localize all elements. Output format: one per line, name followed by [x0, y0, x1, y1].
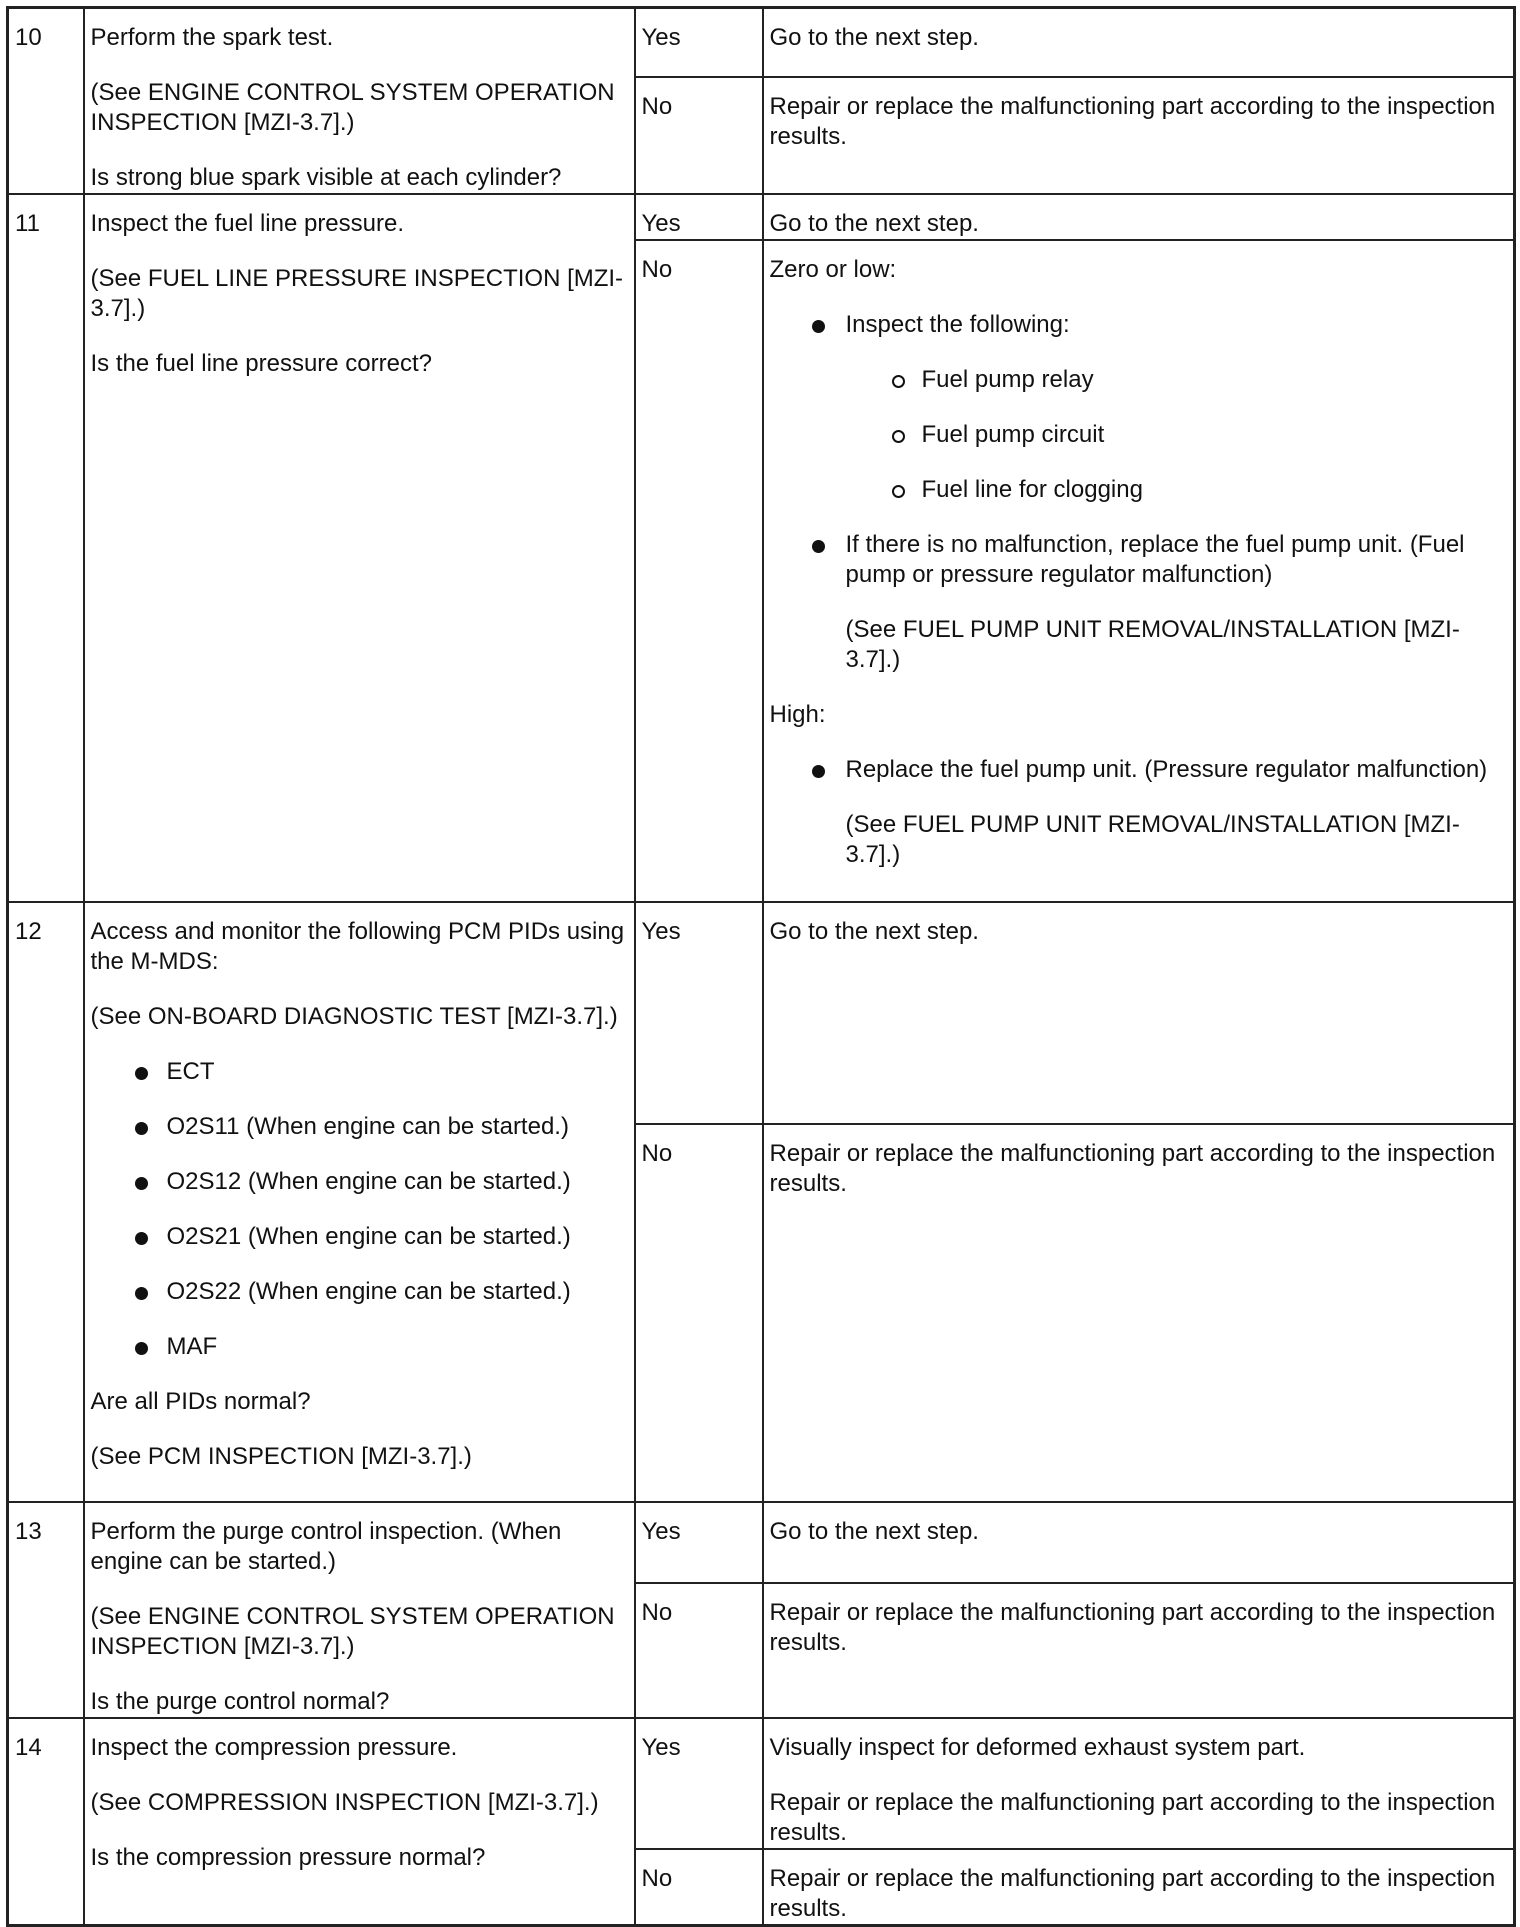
action-instruction: Access and monitor the following PCM PIDs using the M-MDS:: [90, 918, 625, 975]
step-10-row-yes: [8, 8, 1515, 77]
yes-label: Yes: [635, 902, 763, 1124]
zero-low-actions-2: [770, 530, 1508, 590]
step-action: [84, 1502, 635, 1718]
list-item: MAF: [167, 1332, 628, 1362]
high-actions: [770, 755, 1508, 785]
list-item: O2S12 (When engine can be started.): [167, 1167, 628, 1197]
list-item: O2S21 (When engine can be started.): [167, 1222, 628, 1252]
step-12-row-yes: [8, 902, 1515, 1124]
no-action: Repair or replace the malfunctioning part according to the inspection results.: [763, 77, 1515, 194]
list-item: Replace the fuel pump unit. (Pressure regulator malfunction): [846, 755, 1508, 785]
action-question: Is the compression pressure normal?: [90, 1844, 486, 1871]
step-number: 14: [8, 1718, 84, 1926]
step-number: 13: [8, 1502, 84, 1718]
high-heading: High:: [769, 701, 826, 728]
yes-action: [763, 1718, 1515, 1849]
yes-action-line: Visually inspect for deformed exhaust system part.: [769, 1734, 1306, 1761]
pid-list: [91, 1057, 628, 1362]
zero-low-actions: [770, 310, 1508, 340]
no-label: No: [635, 77, 763, 194]
list-item: Fuel pump relay: [922, 365, 1508, 395]
action-reference: (See FUEL PUMP UNIT REMOVAL/INSTALLATION [MZI-3.7].): [845, 811, 1460, 868]
step-number: 12: [8, 902, 84, 1502]
list-item: Inspect the following:: [846, 310, 1508, 340]
action-reference: (See FUEL LINE PRESSURE INSPECTION [MZI-3.7].): [90, 265, 624, 322]
action-question: Are all PIDs normal?: [90, 1388, 311, 1415]
action-instruction: Inspect the fuel line pressure.: [90, 210, 405, 237]
no-label: No: [635, 1583, 763, 1718]
list-item: Fuel pump circuit: [922, 420, 1508, 450]
yes-action-line: Repair or replace the malfunctioning part according to the inspection results.: [769, 1789, 1496, 1846]
action-instruction: Inspect the compression pressure.: [90, 1734, 458, 1761]
yes-label: Yes: [635, 1718, 763, 1849]
yes-action: Go to the next step.: [763, 902, 1515, 1124]
action-reference: (See ENGINE CONTROL SYSTEM OPERATION INSPECTION [MZI-3.7].): [90, 79, 615, 136]
no-action: Repair or replace the malfunctioning part according to the inspection results.: [763, 1583, 1515, 1718]
action-reference: (See PCM INSPECTION [MZI-3.7].): [90, 1443, 472, 1470]
step-number: 10: [8, 8, 84, 195]
zero-or-low-heading: Zero or low:: [769, 256, 897, 283]
yes-action: Go to the next step.: [763, 1502, 1515, 1583]
action-instruction: Perform the purge control inspection. (When engine can be started.): [90, 1518, 562, 1575]
no-label: No: [635, 240, 763, 902]
step-13-row-yes: [8, 1502, 1515, 1583]
step-number: 11: [8, 194, 84, 902]
list-item: O2S11 (When engine can be started.): [167, 1112, 628, 1142]
list-item: ECT: [167, 1057, 628, 1087]
yes-label: Yes: [635, 194, 763, 240]
step-action: [84, 8, 635, 195]
step-14-row-yes: [8, 1718, 1515, 1849]
yes-action: Go to the next step.: [763, 194, 1515, 240]
action-reference: (See ENGINE CONTROL SYSTEM OPERATION INSPECTION [MZI-3.7].): [90, 1603, 615, 1660]
step-action: [84, 1718, 635, 1926]
list-item: If there is no malfunction, replace the fuel pump unit. (Fuel pump or pressure regulator malfunction): [846, 530, 1508, 590]
yes-label: Yes: [635, 1502, 763, 1583]
no-label: No: [635, 1849, 763, 1926]
yes-label: Yes: [635, 8, 763, 77]
yes-action: Go to the next step.: [763, 8, 1515, 77]
step-action: [84, 194, 635, 902]
diagnostic-procedure-table: [6, 6, 1516, 1927]
action-question: Is the fuel line pressure correct?: [90, 350, 432, 377]
action-question: Is the purge control normal?: [90, 1688, 390, 1715]
list-item: O2S22 (When engine can be started.): [167, 1277, 628, 1307]
action-reference: (See ON-BOARD DIAGNOSTIC TEST [MZI-3.7].): [90, 1003, 618, 1030]
action-question: Is strong blue spark visible at each cylinder?: [90, 164, 562, 191]
inspection-items: [770, 365, 1508, 505]
step-11-row-yes: [8, 194, 1515, 240]
action-reference: (See COMPRESSION INSPECTION [MZI-3.7].): [90, 1789, 599, 1816]
no-action: Repair or replace the malfunctioning part according to the inspection results.: [763, 1849, 1515, 1926]
no-action: Repair or replace the malfunctioning part according to the inspection results.: [763, 1124, 1515, 1502]
no-label: No: [635, 1124, 763, 1502]
action-reference: (See FUEL PUMP UNIT REMOVAL/INSTALLATION [MZI-3.7].): [845, 616, 1460, 673]
list-item: Fuel line for clogging: [922, 475, 1508, 505]
action-instruction: Perform the spark test.: [90, 24, 334, 51]
no-action: [763, 240, 1515, 902]
step-action: [84, 902, 635, 1502]
